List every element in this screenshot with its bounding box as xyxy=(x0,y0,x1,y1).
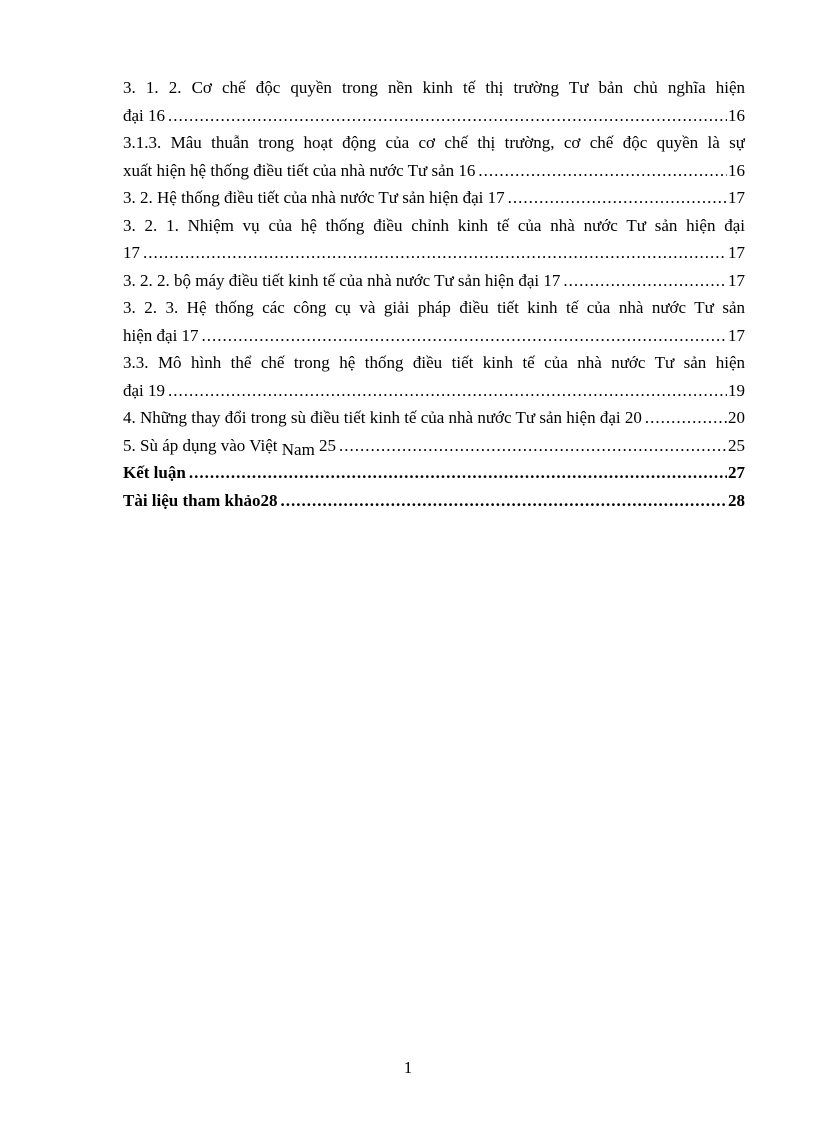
dot-leader xyxy=(339,432,727,460)
toc-page-number: 16 xyxy=(728,160,745,180)
toc-entry-title-line: 3. 1. 2. Cơ chế độc quyền trong nền kinh tế thị trường Tư bản chủ nghĩa hiện xyxy=(123,78,745,97)
toc-entry-leader-line xyxy=(123,102,745,130)
toc-page-number: 17 xyxy=(728,188,745,207)
toc-page-number: 17 xyxy=(728,325,745,345)
dot-leader xyxy=(645,404,727,432)
toc-entry[interactable] xyxy=(123,432,745,460)
toc-entry-title: 4. Những thay đổi trong sù điều tiết kinh tế của nhà nước Tư sản hiện đại 20 xyxy=(123,408,642,427)
toc-entry[interactable] xyxy=(123,184,745,212)
dot-leader xyxy=(280,487,727,515)
toc-entry[interactable] xyxy=(123,349,745,404)
toc-entry-title: 3. 2. 2. bộ máy điều tiết kinh tế của nhà nước Tư sản hiện đại 17 xyxy=(123,270,561,290)
dot-leader xyxy=(143,239,727,267)
toc-entry-title-subscript: Nam xyxy=(281,439,315,459)
toc-entry-title-tail: đại 19 xyxy=(123,380,166,400)
toc-entry-leader-line xyxy=(123,377,745,405)
toc-entry-title-page-ref: 25 xyxy=(319,435,337,455)
toc-entry-title: Tài liệu tham khảo28 xyxy=(123,490,278,510)
dot-leader xyxy=(168,377,727,405)
toc-page-number: 20 xyxy=(728,408,745,427)
toc-entry-leader-line xyxy=(123,267,745,295)
toc-page-number: 17 xyxy=(728,270,745,290)
toc-entry-conclusion[interactable] xyxy=(123,459,745,487)
dot-leader xyxy=(508,184,727,212)
toc-entry-title-line: 3.3. Mô hình thể chế trong hệ thống điều tiết kinh tế của nhà nước Tư sản hiện xyxy=(123,353,745,372)
toc-entry-title-line: 3.1.3. Mâu thuẫn trong hoạt động của cơ chế thị trường, cơ chế độc quyền là sự xyxy=(123,133,745,152)
toc-entry-title-line: 3. 2. 3. Hệ thống các công cụ và giải pháp điều tiết kinh tế của nhà nước Tư sản xyxy=(123,298,745,317)
dot-leader xyxy=(202,322,727,350)
table-of-contents xyxy=(123,74,745,514)
toc-entry-leader-line xyxy=(123,404,745,432)
toc-entry-leader-line xyxy=(123,184,745,212)
toc-page-number: 25 xyxy=(728,435,745,455)
dot-leader xyxy=(168,102,727,130)
toc-entry-title: Kết luận xyxy=(123,463,186,482)
toc-page-number: 16 xyxy=(728,105,745,125)
dot-leader xyxy=(478,157,727,185)
toc-entry-leader-line xyxy=(123,487,745,515)
toc-page-number: 17 xyxy=(728,243,745,262)
toc-entry-title-tail: đại 16 xyxy=(123,105,166,125)
footer-page-number: 1 xyxy=(403,1058,413,1077)
toc-entry[interactable] xyxy=(123,267,745,295)
toc-entry[interactable] xyxy=(123,129,745,184)
toc-entry[interactable] xyxy=(123,74,745,129)
toc-entry-title xyxy=(123,432,336,460)
dot-leader xyxy=(189,459,727,487)
toc-entry-leader-line xyxy=(123,322,745,350)
toc-entry-leader-line xyxy=(123,157,745,185)
toc-entry[interactable] xyxy=(123,404,745,432)
toc-entry-leader-line xyxy=(123,432,745,460)
toc-page-number: 19 xyxy=(728,380,745,400)
toc-entry-title-tail: 17 xyxy=(123,243,140,262)
toc-entry-title-tail: xuất hiện hệ thống điều tiết của nhà nước Tư sản 16 xyxy=(123,160,476,180)
toc-entry-title-text: 5. Sù áp dụng vào Việt xyxy=(123,435,278,455)
toc-entry-title: 3. 2. Hệ thống điều tiết của nhà nước Tư sản hiện đại 17 xyxy=(123,188,505,207)
toc-entry-leader-line xyxy=(123,239,745,267)
toc-entry-title-line: 3. 2. 1. Nhiệm vụ của hệ thống điều chỉnh kinh tế của nhà nước Tư sản hiện đại xyxy=(123,215,745,235)
toc-entry-references[interactable] xyxy=(123,487,745,515)
toc-entry-title-tail: hiện đại 17 xyxy=(123,325,199,345)
toc-entry[interactable] xyxy=(123,212,745,267)
dot-leader xyxy=(563,267,727,295)
toc-entry[interactable] xyxy=(123,294,745,349)
toc-entry-leader-line xyxy=(123,459,745,487)
toc-page-number: 28 xyxy=(728,490,745,510)
toc-page-number: 27 xyxy=(728,463,745,482)
